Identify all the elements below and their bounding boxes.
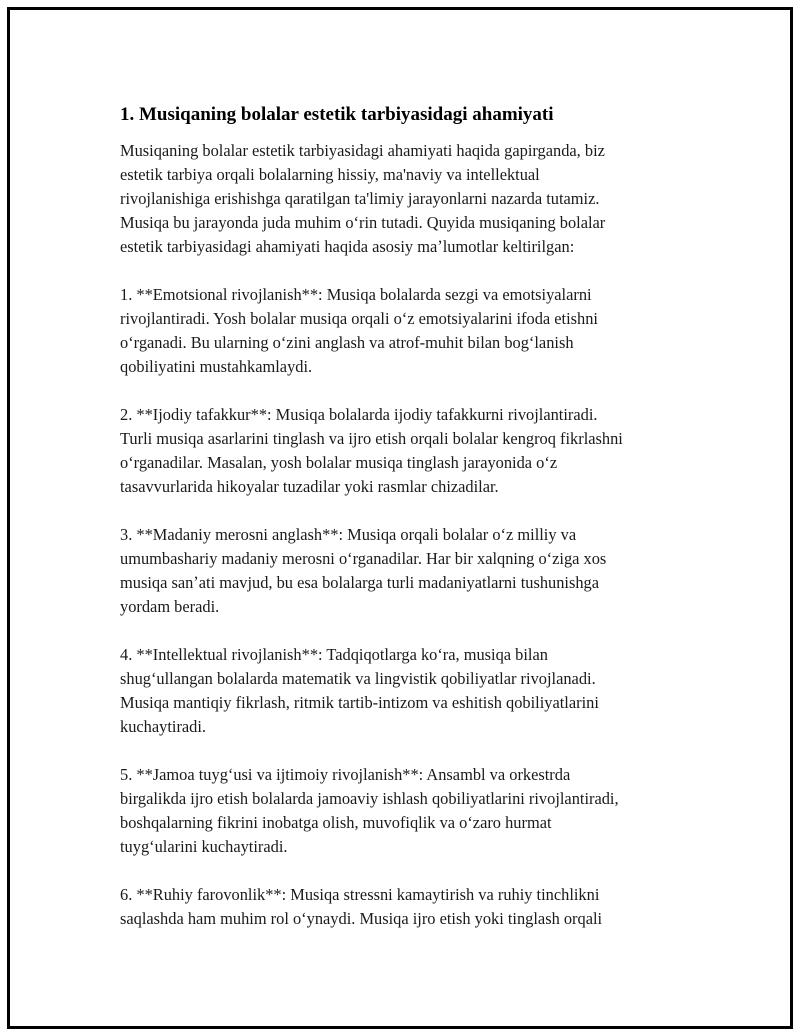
text-line: musiqa sanʼati mavjud, bu esa bolalarga turli madaniyatlarni tushunishga [120, 573, 600, 592]
page-frame [7, 7, 793, 1029]
text-line: qobiliyatini mustahkamlaydi. [120, 357, 313, 376]
list-item-emotional [120, 283, 720, 379]
text-line: yordam beradi. [120, 597, 220, 616]
text-line: 4. **Intellektual rivojlanish**: Tadqiqotlarga koʻra, musiqa bilan [120, 645, 548, 664]
text-line: 3. **Madaniy merosni anglash**: Musiqa orqali bolalar oʻz milliy va [120, 525, 577, 544]
text-line: Musiqa mantiqiy fikrlash, ritmik tartib-intizom va eshitish qobiliyatlarini [120, 693, 599, 712]
text-line: boshqalarning fikrini inobatga olish, muvofiqlik va oʻzaro hurmat [120, 813, 552, 832]
text-line: Musiqa bu jarayonda juda muhim oʻrin tutadi. Quyida musiqaning bolalar [120, 213, 606, 232]
list-item-intellectual [120, 643, 720, 739]
list-item-wellbeing [120, 883, 720, 931]
text-line: rivojlantiradi. Yosh bolalar musiqa orqali oʻz emotsiyalarini ifoda etishni [120, 309, 598, 328]
text-line: estetik tarbiya orqali bolalarning hissiy, ma'naviy va intellektual [120, 165, 540, 184]
text-line: 1. **Emotsional rivojlanish**: Musiqa bolalarda sezgi va emotsiyalarni [120, 285, 592, 304]
text-line: oʻrganadilar. Masalan, yosh bolalar musiqa tinglash jarayonida oʻz [120, 453, 558, 472]
text-line: saqlashda ham muhim rol oʻynaydi. Musiqa ijro etish yoki tinglash orqali [120, 909, 603, 928]
text-line: Musiqaning bolalar estetik tarbiyasidagi ahamiyati haqida gapirganda, biz [120, 141, 605, 160]
list-item-creative [120, 403, 720, 499]
document-body [120, 103, 720, 955]
text-line: birgalikda ijro etish bolalarda jamoaviy ishlash qobiliyatlarini rivojlantiradi, [120, 789, 619, 808]
section-heading: 1. Musiqaning bolalar estetik tarbiyasidagi ahamiyati [120, 104, 554, 125]
list-item-cultural [120, 523, 720, 619]
text-line: kuchaytiradi. [120, 717, 207, 736]
text-line: tuygʻularini kuchaytiradi. [120, 837, 288, 856]
text-line: tasavvurlarida hikoyalar tuzadilar yoki rasmlar chizadilar. [120, 477, 499, 496]
text-line: Turli musiqa asarlarini tinglash va ijro etish orqali bolalar kengroq fikrlashni [120, 429, 623, 448]
text-line: rivojlanishiga erishishga qaratilgan ta'limiy jarayonlarni nazarda tutamiz. [120, 189, 600, 208]
text-line: 2. **Ijodiy tafakkur**: Musiqa bolalarda ijodiy tafakkurni rivojlantiradi. [120, 405, 598, 424]
list-item-social [120, 763, 720, 859]
text-line: 6. **Ruhiy farovonlik**: Musiqa stressni kamaytirish va ruhiy tinchlikni [120, 885, 600, 904]
text-line: shugʻullangan bolalarda matematik va lingvistik qobiliyatlar rivojlanadi. [120, 669, 596, 688]
text-line: umumbashariy madaniy merosni oʻrganadilar. Har bir xalqning oʻziga xos [120, 549, 607, 568]
text-line: 5. **Jamoa tuygʻusi va ijtimoiy rivojlanish**: Ansambl va orkestrda [120, 765, 571, 784]
intro-paragraph [120, 139, 720, 259]
text-line: estetik tarbiyasidagi ahamiyati haqida asosiy maʼlumotlar keltirilgan: [120, 237, 575, 256]
text-line: oʻrganadi. Bu ularning oʻzini anglash va atrof-muhit bilan bogʻlanish [120, 333, 574, 352]
